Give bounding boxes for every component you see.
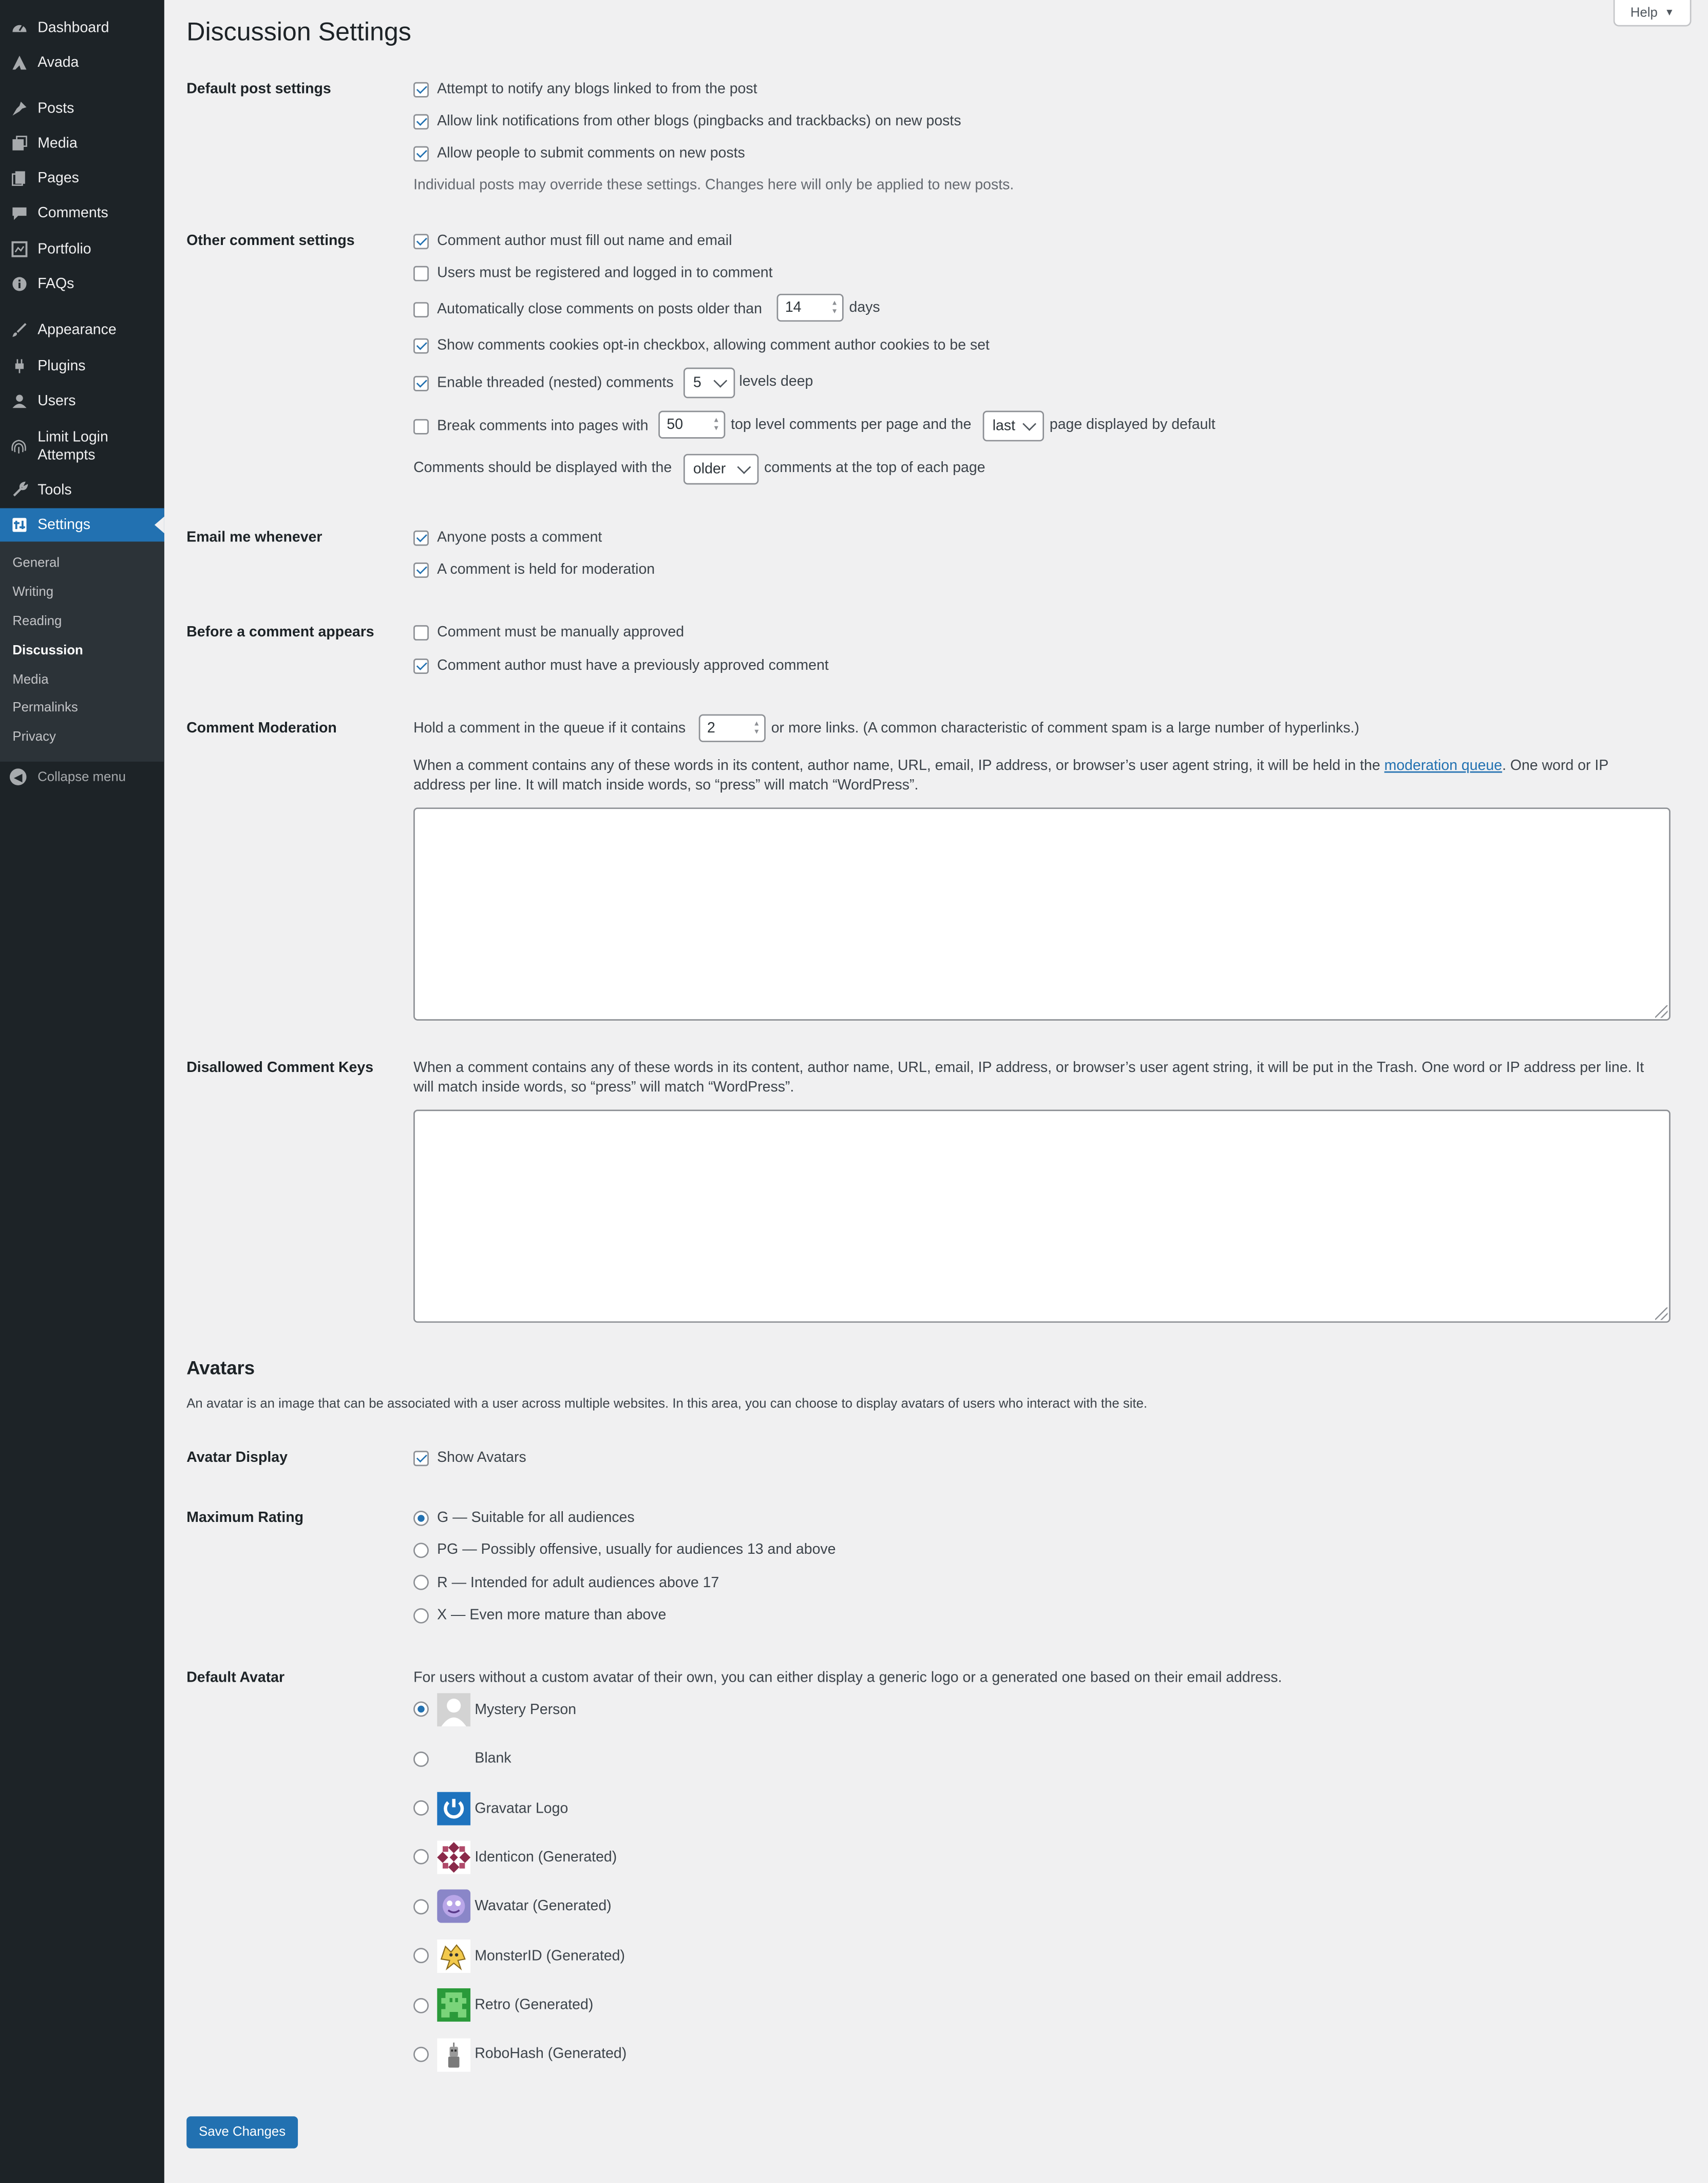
- moderation-links-input[interactable]: 2 ▲ ▼: [699, 714, 766, 742]
- email-anyone-posts-label: Anyone posts a comment: [437, 529, 602, 546]
- disallowed-description-line2: will match inside words, so “press” will match “WordPress”.: [413, 1079, 794, 1096]
- default-avatar-description: For users without a custom avatar of their own, you can either display a generic logo or a generated one based on their email address.: [413, 1669, 1282, 1686]
- submenu-reading[interactable]: Reading: [12, 614, 62, 630]
- avatar-wavatar-label: Wavatar (Generated): [475, 1897, 612, 1915]
- menu-comments[interactable]: Comments: [0, 198, 164, 229]
- resize-handle-icon[interactable]: [1655, 1005, 1667, 1018]
- info-icon: [10, 275, 28, 293]
- menu-plugins[interactable]: Plugins: [0, 351, 164, 382]
- collapse-menu-label: Collapse menu: [37, 769, 126, 785]
- mystery-person-avatar: [437, 1693, 470, 1726]
- author-fill-checkbox[interactable]: [413, 234, 429, 249]
- more-links-label: or more links. (A common characteristic of comment spam is a large number of hyperlinks.): [771, 720, 1359, 737]
- avatar-display-label: Avatar Display: [186, 1449, 288, 1466]
- save-changes-button[interactable]: Save Changes: [186, 2116, 298, 2148]
- threaded-checkbox[interactable]: [413, 376, 429, 391]
- brush-icon: [10, 321, 28, 339]
- previously-approved-checkbox[interactable]: [413, 658, 429, 674]
- collapse-menu-button[interactable]: [10, 768, 126, 785]
- moderation-queue-link[interactable]: moderation queue: [1384, 757, 1503, 775]
- avatar-retro-radio[interactable]: [413, 1998, 429, 2013]
- default-post-settings-label: Default post settings: [186, 81, 331, 98]
- spinner-icon[interactable]: ▲ ▼: [713, 416, 720, 434]
- show-avatars-label: Show Avatars: [437, 1449, 526, 1466]
- page-title: Discussion Settings: [186, 16, 411, 46]
- fingerprint-icon: [10, 437, 28, 455]
- menu-dashboard[interactable]: Dashboard: [0, 12, 164, 43]
- avatar-robohash-radio[interactable]: [413, 2047, 429, 2062]
- dashboard-icon: [10, 19, 28, 37]
- avatars-heading: Avatars: [186, 1357, 255, 1379]
- user-icon: [10, 392, 28, 410]
- paged-comments-checkbox[interactable]: [413, 419, 429, 435]
- avatar-mystery-radio[interactable]: [413, 1701, 429, 1717]
- show-avatars-checkbox[interactable]: [413, 1451, 429, 1466]
- avatar-robohash-label: RoboHash (Generated): [475, 2045, 627, 2062]
- allow-comments-label: Allow people to submit comments on new posts: [437, 144, 745, 162]
- avatar-identicon-label: Identicon (Generated): [475, 1849, 617, 1866]
- hold-queue-label: Hold a comment in the queue if it contains: [413, 720, 686, 737]
- help-tab-button[interactable]: [1614, 0, 1692, 27]
- plugin-icon: [10, 357, 28, 375]
- submenu-media[interactable]: Media: [12, 672, 49, 688]
- menu-portfolio[interactable]: Portfolio: [0, 234, 164, 265]
- spinner-icon[interactable]: ▲ ▼: [753, 720, 761, 737]
- auto-close-checkbox[interactable]: [413, 302, 429, 317]
- monsterid-avatar: [437, 1940, 470, 1973]
- notify-linked-blogs-label: Attempt to notify any blogs linked to from the post: [437, 81, 757, 98]
- levels-deep-label: levels deep: [739, 373, 813, 390]
- days-label: days: [849, 299, 880, 316]
- page-displayed-label: page displayed by default: [1049, 416, 1216, 434]
- maximum-rating-label: Maximum Rating: [186, 1509, 303, 1526]
- disallowed-keys-label: Disallowed Comment Keys: [186, 1059, 374, 1077]
- wrench-icon: [10, 481, 28, 499]
- default-page-select[interactable]: last: [983, 411, 1044, 442]
- paged-comments-label: Break comments into pages with: [437, 418, 649, 435]
- menu-faqs[interactable]: FAQs: [0, 269, 164, 299]
- robohash-avatar: [437, 2038, 470, 2072]
- comment-moderation-label: Comment Moderation: [186, 720, 337, 737]
- avatars-intro: An avatar is an image that can be associated with a user across multiple websites. In this area, you can choose to display avatars of users who interact with the site.: [186, 1396, 1148, 1412]
- registered-label: Users must be registered and logged in to comment: [437, 265, 773, 281]
- author-fill-label: Comment author must fill out name and email: [437, 232, 732, 250]
- moderation-keys-textarea[interactable]: [413, 807, 1671, 1021]
- manual-approval-checkbox[interactable]: [413, 625, 429, 641]
- registered-checkbox[interactable]: [413, 266, 429, 281]
- pingbacks-checkbox[interactable]: [413, 114, 429, 129]
- threaded-label: Enable threaded (nested) comments: [437, 374, 674, 391]
- menu-media[interactable]: Media: [0, 128, 164, 159]
- spinner-icon[interactable]: ▲ ▼: [831, 299, 838, 316]
- menu-limit-login-attempts[interactable]: Limit Login Attempts: [0, 429, 164, 465]
- submenu-writing[interactable]: Writing: [12, 585, 54, 600]
- media-icon: [10, 135, 28, 153]
- moderation-description-line2: address per line. It will match inside words, so “press” will match “WordPress”.: [413, 777, 919, 794]
- collapse-arrow-icon: ◀: [10, 768, 27, 785]
- admin-sidebar: [0, 0, 164, 2183]
- submenu-discussion[interactable]: Discussion: [12, 643, 83, 659]
- disallowed-keys-textarea[interactable]: [413, 1109, 1671, 1323]
- comment-order-select[interactable]: older: [684, 454, 758, 485]
- auto-close-label: Automatically close comments on posts older than: [437, 300, 762, 318]
- allow-comments-checkbox[interactable]: [413, 146, 429, 162]
- email-held-checkbox[interactable]: [413, 562, 429, 578]
- pingbacks-label: Allow link notifications from other blogs (pingbacks and trackbacks) on new posts: [437, 112, 961, 130]
- before-comment-appears-label: Before a comment appears: [186, 624, 374, 641]
- moderation-description-line1: When a comment contains any of these words in its content, author name, URL, email, IP address, or browser’s user agent string, it will be held in the moderation queue. One word or IP: [413, 757, 1609, 775]
- thread-depth-select[interactable]: 5: [684, 368, 735, 399]
- pin-icon: [10, 100, 28, 118]
- chevron-down-icon: [713, 374, 727, 388]
- settings-icon: [10, 516, 28, 534]
- avatar-blank-radio[interactable]: [413, 1752, 429, 1767]
- retro-avatar: [437, 1988, 470, 2022]
- per-page-label: top level comments per page and the: [731, 416, 972, 434]
- portfolio-icon: [10, 240, 28, 258]
- chevron-down-icon: [1022, 417, 1036, 431]
- menu-appearance[interactable]: Appearance: [0, 315, 164, 346]
- menu-pages[interactable]: Pages: [0, 163, 164, 194]
- rating-r-label: R — Intended for adult audiences above 17: [437, 1574, 719, 1592]
- settings-submenu: [0, 541, 164, 761]
- wavatar-avatar: [437, 1889, 470, 1923]
- avatar-identicon-radio[interactable]: [413, 1849, 429, 1865]
- rating-r-radio[interactable]: [413, 1575, 429, 1590]
- default-post-note: Individual posts may override these settings. Changes here will only be applied to new posts.: [413, 177, 1014, 194]
- avatar-monsterid-label: MonsterID (Generated): [475, 1948, 625, 1965]
- menu-posts[interactable]: Posts: [0, 93, 164, 124]
- rating-g-label: G — Suitable for all audiences: [437, 1509, 635, 1526]
- help-label: Help: [1630, 5, 1658, 21]
- rating-pg-radio[interactable]: [413, 1542, 429, 1558]
- comment-order-label: Comments should be displayed with the: [413, 459, 672, 477]
- avatar-monsterid-radio[interactable]: [413, 1948, 429, 1963]
- menu-settings[interactable]: Settings: [0, 508, 164, 541]
- notify-linked-blogs-checkbox[interactable]: [413, 82, 429, 98]
- email-me-whenever-label: Email me whenever: [186, 529, 322, 546]
- resize-handle-icon[interactable]: [1655, 1307, 1667, 1320]
- submenu-permalinks[interactable]: Permalinks: [12, 700, 78, 716]
- comments-per-page-input[interactable]: 50 ▲ ▼: [658, 411, 725, 439]
- avatar-mystery-label: Mystery Person: [475, 1701, 577, 1719]
- avada-icon: [10, 53, 28, 71]
- cookies-label: Show comments cookies opt-in checkbox, allowing comment author cookies to be set: [437, 336, 990, 354]
- avatar-retro-label: Retro (Generated): [475, 1997, 594, 2013]
- cookies-checkbox[interactable]: [413, 338, 429, 354]
- submenu-general[interactable]: General: [12, 555, 60, 571]
- submenu-privacy[interactable]: Privacy: [12, 729, 56, 745]
- rating-x-label: X — Even more mature than above: [437, 1607, 667, 1624]
- email-anyone-posts-checkbox[interactable]: [413, 531, 429, 546]
- caret-down-icon: ▼: [1664, 7, 1675, 17]
- avatar-blank-label: Blank: [475, 1750, 511, 1767]
- chevron-down-icon: [737, 460, 751, 474]
- avatar-gravatar-label: Gravatar Logo: [475, 1800, 568, 1817]
- rating-x-radio[interactable]: [413, 1608, 429, 1624]
- menu-tools[interactable]: Tools: [0, 475, 164, 505]
- menu-users[interactable]: Users: [0, 386, 164, 417]
- close-days-input[interactable]: 14 ▲ ▼: [777, 294, 844, 322]
- default-avatar-label: Default Avatar: [186, 1669, 285, 1686]
- rating-pg-label: PG — Possibly offensive, usually for audiences 13 and above: [437, 1541, 836, 1558]
- manual-approval-label: Comment must be manually approved: [437, 624, 685, 641]
- other-comment-settings-label: Other comment settings: [186, 232, 355, 250]
- pages-icon: [10, 169, 28, 187]
- rating-g-radio[interactable]: [413, 1511, 429, 1526]
- email-held-label: A comment is held for moderation: [437, 561, 655, 578]
- avatar-gravatar-radio[interactable]: [413, 1800, 429, 1816]
- gravatar-logo-avatar: [437, 1792, 470, 1826]
- comments-icon: [10, 204, 28, 222]
- disallowed-description-line1: When a comment contains any of these words in its content, author name, URL, email, IP address, or browser’s user agent string, it will be put in the Trash. One word or IP address per line. It: [413, 1059, 1644, 1077]
- menu-avada[interactable]: Avada: [0, 47, 164, 78]
- previously-approved-label: Comment author must have a previously approved comment: [437, 657, 829, 674]
- avatar-wavatar-radio[interactable]: [413, 1899, 429, 1914]
- identicon-avatar: [437, 1841, 470, 1874]
- top-of-page-label: comments at the top of each page: [764, 459, 985, 477]
